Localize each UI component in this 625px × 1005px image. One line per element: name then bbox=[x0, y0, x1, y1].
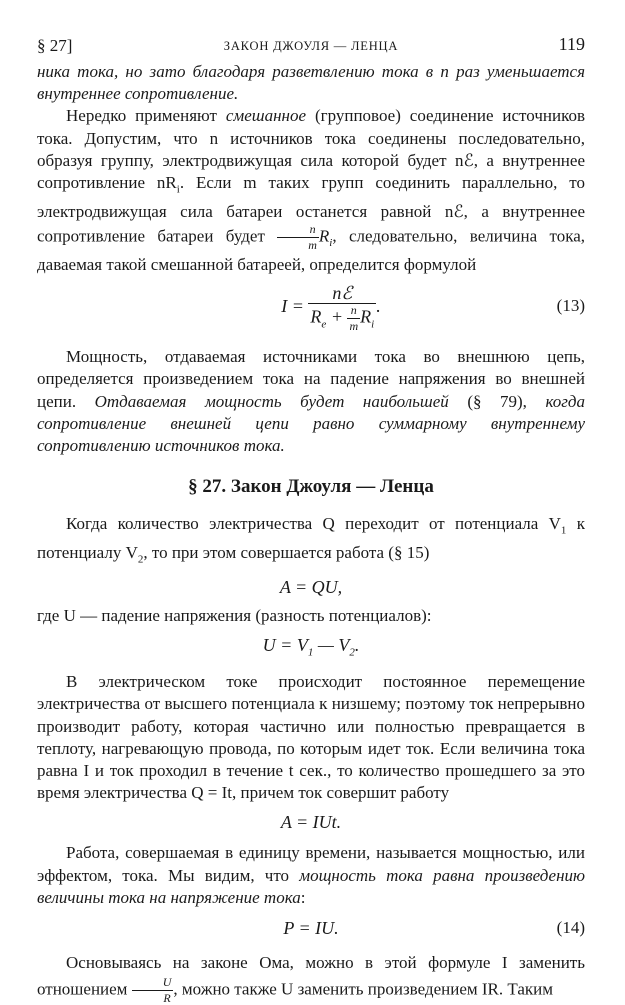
equation-voltage: $U = V_1$ — $V_2$. bbox=[262, 634, 360, 659]
equation-14: P = IU. (14) bbox=[283, 917, 585, 938]
section-heading: § 27. Закон Джоуля — Ленца bbox=[188, 476, 434, 498]
paragraph-voltage-drop: где U — падение напряжения (разность потенциалов): bbox=[37, 606, 432, 626]
equation-number-13: (13) bbox=[556, 296, 585, 316]
paragraph-electric-current-work: В электрическом токе происходит постоянное перемещение электричества от высшего потенциала к низшему; поэтому ток непрерывно производит работу, которая частично или полностью превращается в теплоту, нагревающую провода, по которым идет ток. Если величина тока равна I и ток проходил в течение t сек., то количество прошедшего за это время электричества Q = It, причем ток совершит работу bbox=[37, 672, 585, 803]
paragraph-power-definition: Работа, совершаемая в единицу времени, называется мощностью, или эффектом, тока. Мы видим, что мощность тока равна произведению величины тока на напряжение тока: bbox=[37, 843, 585, 907]
section-ref: § 27] bbox=[37, 36, 73, 55]
paragraph-continued: ника тока, но зато благодаря разветвлению тока в n раз уменьшается внутреннее сопротивление. bbox=[37, 62, 585, 104]
equation-13: I = nℰ $R_e$ + $\frac{n}{m}$ $R_i$ . (13) bbox=[37, 278, 585, 334]
running-title: ЗАКОН ДЖОУЛЯ — ЛЕНЦА bbox=[223, 39, 399, 53]
paragraph-mixed-connection: Нередко применяют смешанное (групповое) соединение источников тока. Допустим, что n источников тока соединены последовательно, образуя группу, электродвижущая сила которой будет nℰ, а внутреннее сопротивление $nR_i$. Если m таких групп соединить параллельно, то электродвижущая сила батареи останется равной nℰ, а внутреннее сопротивление батареи будет $\frac{n}{m}$ $R_i$, следовательно, величина тока, даваемая такой смешанной батареей, определится формулой bbox=[37, 106, 585, 274]
paragraph-charge-transfer: Когда количество электричества Q переходит от потенциала $V_1$ к потенциалу $V_2$, то при этом совершается работа (§ 15) bbox=[37, 514, 585, 566]
equation-13-fraction: nℰ $R_e$ + $\frac{n}{m}$ $R_i$ bbox=[310, 282, 375, 334]
paragraph-power-output: Мощность, отдаваемая источниками тока во внешнюю цепь, определяется произведением тока на падение напряжения во внешней цепи. Отдаваемая мощность будет наибольшей (§ 79), когда сопротивление внешней цепи равно суммарному внутреннему сопротивлению источников тока. bbox=[37, 347, 585, 455]
running-header bbox=[37, 30, 585, 58]
inline-fraction-n-over-m: $\frac{n}{m}$ bbox=[277, 223, 319, 252]
equation-number-14: (14) bbox=[556, 917, 585, 937]
equation-work: A = QU, bbox=[279, 577, 343, 598]
inline-fraction-u-over-r: $\frac{U}{R}$ bbox=[132, 976, 174, 1005]
book-page bbox=[37, 30, 585, 1005]
paragraph-ohm-substitution: Основываясь на законе Ома, можно в этой формуле I заменить отношением $\frac{U}{R}$ , можно также U заменить произведением IR. Таким bbox=[37, 952, 585, 1005]
page-number: 119 bbox=[558, 34, 585, 54]
equation-work-time: A = IUt. bbox=[280, 812, 342, 833]
